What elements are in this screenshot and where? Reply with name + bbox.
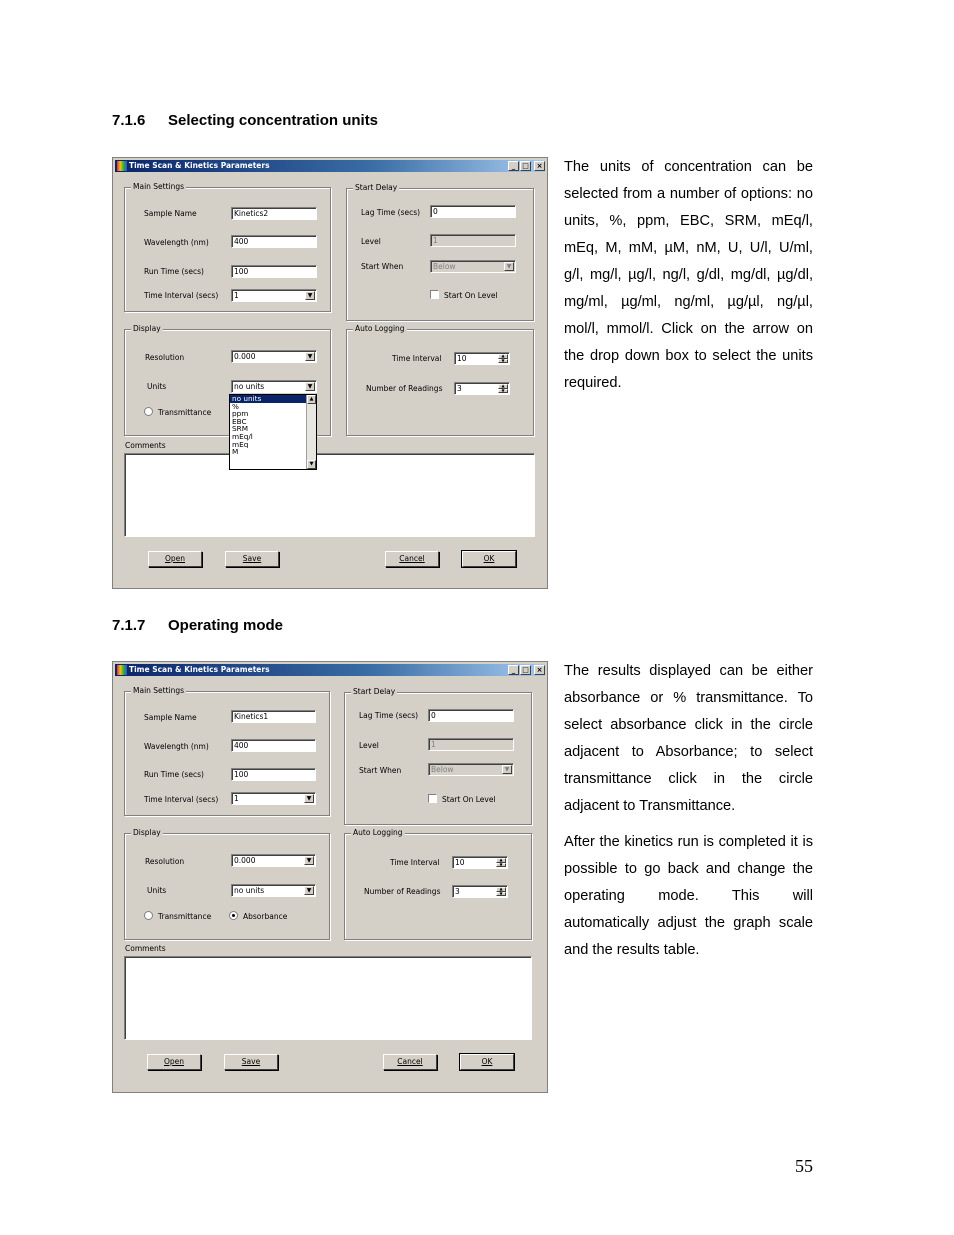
resolution-value: 0.000	[234, 856, 256, 865]
units-option[interactable]: EBC	[232, 417, 247, 426]
number-of-readings-spinner[interactable]	[454, 382, 510, 395]
start-delay-legend: Start Delay	[355, 183, 398, 192]
ok-button[interactable]: OK	[460, 1054, 514, 1070]
dialog-title: Time Scan & Kinetics Parameters	[129, 161, 270, 170]
wavelength-field[interactable]: 400	[231, 235, 317, 248]
units-option[interactable]: M	[232, 448, 239, 456]
section-number: 7.1.7	[112, 617, 146, 634]
sample-name-field[interactable]: Kinetics2	[231, 207, 317, 220]
comments-label: Comments	[125, 944, 166, 953]
sample-name-label: Sample Name	[144, 713, 197, 722]
spinner-arrows-icon[interactable]: ▲ ▼	[496, 858, 506, 867]
kinetics-parameters-dialog-units	[112, 157, 548, 589]
comments-textarea[interactable]	[124, 453, 535, 537]
main-settings-group	[124, 686, 330, 816]
sample-name-field[interactable]: Kinetics1	[231, 710, 316, 723]
save-button[interactable]: Save	[225, 551, 279, 567]
run-time-field[interactable]: 100	[231, 768, 316, 781]
save-button[interactable]: Save	[224, 1054, 278, 1070]
dialog-titlebar	[115, 664, 545, 676]
units-label: Units	[147, 382, 167, 391]
absorbance-label: Absorbance	[243, 912, 288, 921]
units-option[interactable]: mEq/l	[232, 432, 253, 441]
resolution-value: 0.000	[234, 352, 256, 361]
wavelength-label: Wavelength (nm)	[144, 238, 209, 247]
units-option[interactable]: %	[232, 402, 239, 411]
spinner-arrows-icon[interactable]: ▲ ▼	[498, 354, 508, 363]
units-select[interactable]	[231, 884, 316, 897]
run-time-field[interactable]: 100	[231, 265, 317, 278]
main-settings-legend: Main Settings	[133, 686, 185, 695]
units-value: no units	[234, 886, 265, 895]
auto-time-interval-label: Time Interval	[390, 858, 440, 867]
resolution-label: Resolution	[145, 857, 185, 866]
lag-time-field[interactable]: 0	[430, 205, 516, 218]
auto-time-interval-spinner[interactable]	[452, 856, 508, 869]
spinner-arrows-icon[interactable]: ▲ ▼	[496, 887, 506, 896]
level-label: Level	[359, 741, 379, 750]
units-value: no units	[234, 382, 265, 391]
start-on-level-checkbox[interactable]	[430, 290, 439, 299]
chevron-down-icon[interactable]: ▼	[504, 262, 514, 271]
start-delay-group	[346, 183, 534, 321]
units-dropdown-list[interactable]	[229, 394, 317, 470]
dialog-title: Time Scan & Kinetics Parameters	[129, 665, 270, 674]
start-when-value: Below	[431, 765, 454, 774]
start-on-level-checkbox[interactable]	[428, 794, 437, 803]
minimize-icon[interactable]: _	[508, 665, 519, 675]
time-interval-value: 1	[234, 291, 239, 300]
start-when-value: Below	[433, 262, 456, 271]
chevron-down-icon[interactable]: ▼	[305, 352, 315, 361]
transmittance-radio[interactable]	[144, 911, 153, 920]
level-field[interactable]: 1	[430, 234, 516, 247]
close-icon[interactable]: ×	[534, 665, 545, 675]
units-option[interactable]: ppm	[232, 410, 249, 418]
operating-mode-note: After the kinetics run is completed it is possible to go back and change the operating mode. This will automatically adjust the graph scale and the results table.	[564, 834, 813, 958]
resolution-label: Resolution	[145, 353, 185, 362]
number-of-readings-value: 3	[457, 384, 462, 393]
spinner-arrows-icon[interactable]: ▲ ▼	[498, 384, 508, 393]
operating-mode-description: The results displayed can be either absorbance or % transmittance. To select absorbance click in the circle adjacent to Absorbance; to select transmittance click in the circle adjacent to Transmittance.	[564, 663, 813, 814]
time-interval-label: Time Interval (secs)	[144, 795, 219, 804]
start-delay-legend: Start Delay	[353, 687, 396, 696]
units-option[interactable]: no units	[230, 395, 316, 403]
resolution-select[interactable]	[231, 350, 317, 363]
page-number: 55	[795, 1156, 813, 1176]
chevron-down-icon[interactable]: ▼	[305, 382, 315, 391]
time-interval-select[interactable]	[231, 792, 316, 805]
auto-logging-legend: Auto Logging	[355, 324, 405, 333]
comments-label: Comments	[125, 441, 166, 450]
number-of-readings-label: Number of Readings	[364, 887, 441, 896]
auto-time-interval-value: 10	[457, 354, 467, 363]
section-title: Selecting concentration units	[168, 112, 379, 129]
auto-logging-group	[344, 828, 532, 940]
auto-time-interval-value: 10	[455, 858, 465, 867]
transmittance-label: Transmittance	[158, 912, 212, 921]
resolution-select[interactable]	[231, 854, 316, 867]
open-button[interactable]: Open	[147, 1054, 201, 1070]
lag-time-field[interactable]: 0	[428, 709, 514, 722]
units-option[interactable]: SRM	[232, 425, 248, 433]
chevron-down-icon[interactable]: ▼	[502, 765, 512, 774]
sample-name-label: Sample Name	[144, 209, 197, 218]
start-when-label: Start When	[359, 766, 402, 775]
main-settings-group	[124, 182, 331, 312]
level-label: Level	[361, 237, 381, 246]
start-on-level-label: Start On Level	[442, 795, 496, 804]
lag-time-label: Lag Time (secs)	[361, 208, 421, 217]
cancel-button[interactable]: Cancel	[383, 1054, 437, 1070]
chevron-down-icon[interactable]: ▼	[304, 886, 314, 895]
number-of-readings-label: Number of Readings	[366, 384, 443, 393]
transmittance-label: Transmittance	[158, 408, 212, 417]
auto-logging-legend: Auto Logging	[353, 828, 403, 837]
section-title: Operating mode	[168, 617, 284, 634]
start-on-level-label: Start On Level	[444, 291, 498, 300]
start-when-select[interactable]	[430, 260, 516, 273]
scroll-up-icon[interactable]: ▲	[307, 395, 316, 404]
auto-time-interval-label: Time Interval	[392, 354, 442, 363]
kinetics-parameters-dialog-mode	[112, 661, 548, 1093]
display-legend: Display	[133, 324, 161, 333]
time-interval-select[interactable]	[231, 289, 317, 302]
units-option[interactable]: mEq	[232, 440, 249, 449]
units-select[interactable]	[231, 380, 317, 393]
dialog-titlebar	[115, 160, 545, 172]
run-time-label: Run Time (secs)	[144, 770, 204, 779]
auto-logging-group	[346, 324, 534, 436]
run-time-label: Run Time (secs)	[144, 267, 204, 276]
close-icon[interactable]: ×	[534, 161, 545, 171]
maximize-icon[interactable]: □	[520, 665, 531, 675]
ok-button[interactable]: OK	[462, 551, 516, 567]
section-heading-7-1-7	[112, 617, 283, 634]
start-delay-group	[344, 687, 532, 825]
section-number: 7.1.6	[112, 112, 146, 129]
auto-time-interval-spinner[interactable]	[454, 352, 510, 365]
units-description: The units of concentration can be selected from a number of options: no units, %, ppm, EBC, SRM, mEq/l, mEq, M, mM, µM, nM, U, U/l, U/ml, g/l, mg/l, µg/l, ng/l, g/dl, mg/dl, µg/dl, mg/ml, µg/ml, ng/ml, µg/µl, ng/µl, mol/l, mmol/l. Click on the arrow on the drop down box to select the units required.	[564, 159, 813, 391]
maximize-icon[interactable]: □	[520, 161, 531, 171]
comments-textarea[interactable]	[124, 956, 532, 1040]
lag-time-label: Lag Time (secs)	[359, 711, 419, 720]
cancel-button[interactable]: Cancel	[385, 551, 439, 567]
time-interval-value: 1	[234, 794, 239, 803]
display-legend: Display	[133, 828, 161, 837]
open-button[interactable]: Open	[148, 551, 202, 567]
chevron-down-icon[interactable]: ▼	[305, 291, 315, 300]
number-of-readings-value: 3	[455, 887, 460, 896]
display-group	[124, 828, 330, 940]
wavelength-label: Wavelength (nm)	[144, 742, 209, 751]
level-field[interactable]: 1	[428, 738, 514, 751]
scroll-down-icon[interactable]: ▼	[307, 460, 316, 469]
chevron-down-icon[interactable]: ▼	[304, 856, 314, 865]
number-of-readings-spinner[interactable]	[452, 885, 508, 898]
app-icon	[117, 161, 127, 171]
units-label: Units	[147, 886, 167, 895]
start-when-label: Start When	[361, 262, 404, 271]
main-settings-legend: Main Settings	[133, 182, 185, 191]
chevron-down-icon[interactable]: ▼	[304, 794, 314, 803]
transmittance-radio[interactable]	[144, 407, 153, 416]
app-icon	[117, 665, 127, 675]
wavelength-field[interactable]: 400	[231, 739, 316, 752]
units-dropdown-scrollbar[interactable]	[306, 395, 316, 469]
minimize-icon[interactable]: _	[508, 161, 519, 171]
section-heading-7-1-6	[112, 112, 378, 129]
absorbance-radio[interactable]	[229, 911, 238, 920]
time-interval-label: Time Interval (secs)	[144, 291, 219, 300]
start-when-select[interactable]	[428, 763, 514, 776]
